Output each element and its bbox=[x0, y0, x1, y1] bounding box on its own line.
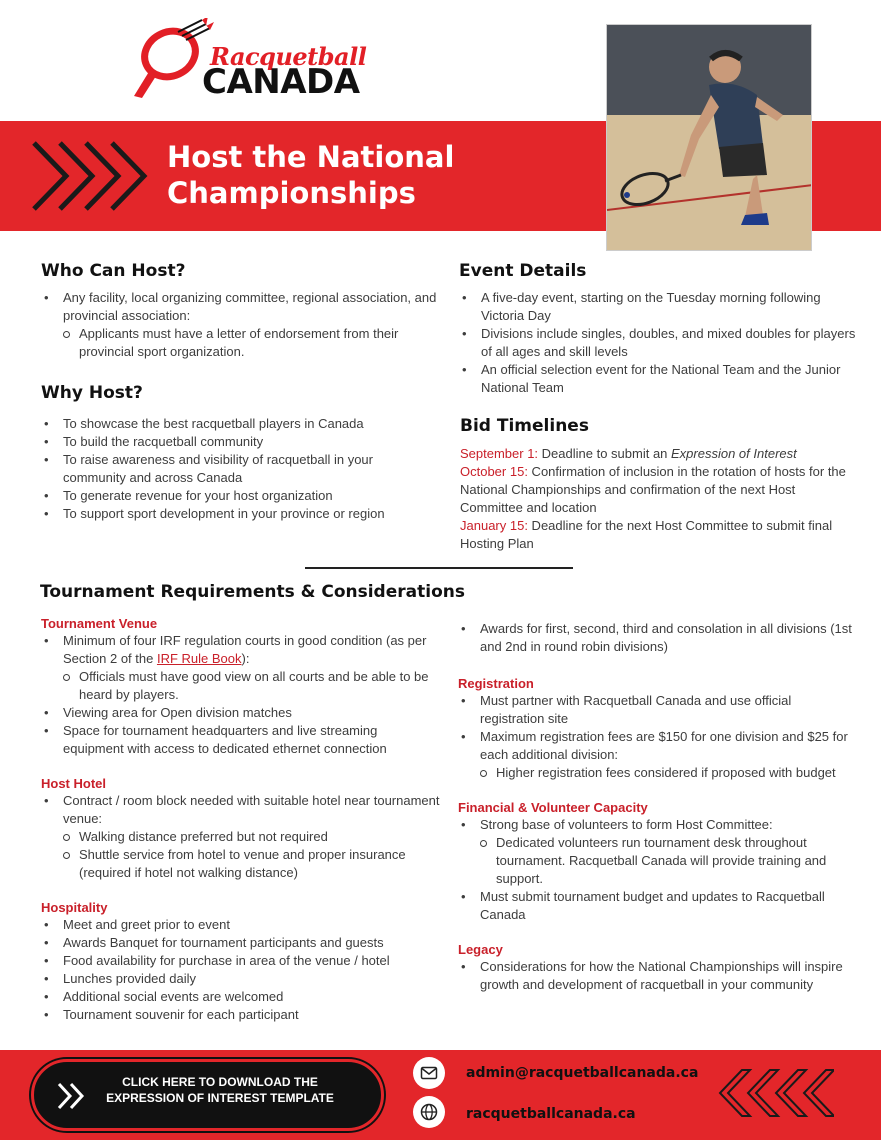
timeline-emphasis: Expression of Interest bbox=[671, 446, 797, 461]
list-item bbox=[41, 792, 441, 882]
player-photo bbox=[606, 24, 812, 251]
list-item: Higher registration fees considered if proposed with budget bbox=[480, 764, 858, 782]
logo-wordmark-bottom: CANADA bbox=[202, 62, 360, 102]
timeline-text: Confirmation of inclusion in the rotation of hosts for the National Championships and confirmation of the next Host Committee and location bbox=[460, 464, 846, 515]
list-item: • To showcase the best racquetball players in Canada bbox=[41, 415, 431, 433]
timeline-date: September 1: bbox=[460, 446, 539, 461]
bid-timelines-list bbox=[460, 445, 860, 553]
venue-sublist bbox=[63, 668, 441, 704]
double-chevron-icon bbox=[56, 1082, 88, 1110]
registration-list bbox=[458, 692, 858, 782]
event-details-list bbox=[459, 289, 859, 397]
section-divider bbox=[305, 567, 573, 569]
event-details-section bbox=[459, 261, 859, 397]
list-item: • Awards for first, second, third and consolation in all divisions (1st and 2nd in round robin divisions) bbox=[458, 620, 858, 656]
list-item: • Awards Banquet for tournament participants and guests bbox=[41, 934, 441, 952]
list-item bbox=[41, 289, 441, 361]
requirements-left-column bbox=[41, 616, 441, 1024]
web-globe-icon bbox=[420, 1103, 438, 1121]
why-host-section bbox=[41, 383, 431, 523]
who-can-host-sublist bbox=[63, 325, 441, 361]
racquetball-canada-logo bbox=[128, 18, 408, 106]
list-item bbox=[458, 728, 858, 782]
list-item: • Must partner with Racquetball Canada and use official registration site bbox=[458, 692, 858, 728]
who-can-host-section bbox=[41, 261, 441, 361]
list-item: • Food availability for purchase in area of the venue / hotel bbox=[41, 952, 441, 970]
list-item: • Tournament souvenir for each participant bbox=[41, 1006, 441, 1024]
list-item: • Must submit tournament budget and updates to Racquetball Canada bbox=[458, 888, 858, 924]
list-item: Dedicated volunteers run tournament desk throughout tournament. Racquetball Canada will provide training and support. bbox=[480, 834, 858, 888]
registration-subheading: Registration bbox=[458, 676, 534, 691]
timeline-date: October 15: bbox=[460, 464, 528, 479]
list-item: • Lunches provided daily bbox=[41, 970, 441, 988]
list-item: • Space for tournament headquarters and live streaming equipment with access to dedicated ethernet connection bbox=[41, 722, 441, 758]
who-can-host-item: Any facility, local organizing committee, regional association, and provincial association: bbox=[63, 290, 437, 323]
list-item: Applicants must have a letter of endorsement from their provincial sport organization. bbox=[63, 325, 441, 361]
website-link[interactable]: racquetballcanada.ca bbox=[466, 1106, 636, 1122]
event-details-heading: Event Details bbox=[459, 261, 587, 281]
hotel-list bbox=[41, 792, 441, 882]
timeline-entry bbox=[460, 517, 860, 553]
why-host-list bbox=[41, 415, 431, 523]
financial-item-text: Strong base of volunteers to form Host Committee: bbox=[480, 817, 773, 832]
list-item: • Meet and greet prior to event bbox=[41, 916, 441, 934]
outline-chevrons-icon bbox=[716, 1068, 834, 1118]
irf-rule-book-link[interactable]: IRF Rule Book bbox=[156, 651, 242, 666]
list-item: • An official selection event for the National Team and the Junior National Team bbox=[459, 361, 859, 397]
list-item: • Additional social events are welcomed bbox=[41, 988, 441, 1006]
list-item bbox=[458, 816, 858, 888]
list-item: • To raise awareness and visibility of racquetball in your community and across Canada bbox=[41, 451, 431, 487]
bid-timelines-section bbox=[460, 416, 860, 553]
page-title bbox=[167, 139, 587, 211]
bid-timelines-heading: Bid Timelines bbox=[460, 416, 589, 436]
list-item: • To generate revenue for your host organization bbox=[41, 487, 431, 505]
timeline-text: Deadline for the next Host Committee to submit final Hosting Plan bbox=[460, 518, 833, 551]
timeline-entry bbox=[460, 445, 860, 463]
legacy-subheading: Legacy bbox=[458, 942, 503, 957]
list-item: Officials must have good view on all courts and be able to be heard by players. bbox=[63, 668, 441, 704]
list-item: Shuttle service from hotel to venue and proper insurance (required if hotel not walking distance) bbox=[63, 846, 441, 882]
list-item: • Viewing area for Open division matches bbox=[41, 704, 441, 722]
page-title-line2: Championships bbox=[167, 176, 416, 210]
hotel-item-text: Contract / room block needed with suitable hotel near tournament venue: bbox=[63, 793, 440, 826]
list-item bbox=[41, 632, 441, 704]
footer-bar bbox=[0, 1050, 881, 1140]
list-item: • Considerations for how the National Championships will inspire growth and development of racquetball in your community bbox=[458, 958, 858, 994]
hospitality-list bbox=[41, 916, 441, 1024]
timeline-date: January 15: bbox=[460, 518, 528, 533]
timeline-entry bbox=[460, 463, 860, 517]
registration-item-text: Maximum registration fees are $150 for one division and $25 for each additional division: bbox=[480, 729, 848, 762]
email-icon bbox=[413, 1057, 445, 1089]
download-eoi-label: CLICK HERE TO DOWNLOAD THE EXPRESSION OF INTEREST TEMPLATE bbox=[106, 1075, 334, 1105]
timeline-text: Deadline to submit an bbox=[538, 446, 672, 461]
requirements-right-column bbox=[458, 620, 858, 994]
legacy-list bbox=[458, 958, 858, 994]
hotel-subheading: Host Hotel bbox=[41, 776, 106, 791]
who-can-host-list bbox=[41, 289, 441, 361]
financial-list bbox=[458, 816, 858, 924]
registration-sublist bbox=[480, 764, 858, 782]
hotel-sublist bbox=[63, 828, 441, 882]
logo-wordmark-top: Racquetball bbox=[210, 42, 367, 71]
why-host-heading: Why Host? bbox=[41, 383, 143, 403]
page-title-line1: Host the National bbox=[167, 140, 455, 174]
list-item: • To support sport development in your province or region bbox=[41, 505, 431, 523]
download-eoi-button[interactable] bbox=[31, 1059, 384, 1131]
list-item: Walking distance preferred but not required bbox=[63, 828, 441, 846]
envelope-icon bbox=[420, 1064, 438, 1082]
list-item: • To build the racquetball community bbox=[41, 433, 431, 451]
venue-list bbox=[41, 632, 441, 758]
awards-list bbox=[458, 620, 858, 656]
financial-subheading: Financial & Volunteer Capacity bbox=[458, 800, 648, 815]
venue-item-end: ): bbox=[241, 651, 250, 666]
chevrons-icon bbox=[30, 139, 150, 213]
venue-item-text: Minimum of four IRF regulation courts in good condition (as per Section 2 of the bbox=[63, 633, 427, 666]
player-illustration-icon bbox=[607, 25, 812, 251]
requirements-heading: Tournament Requirements & Considerations bbox=[40, 582, 465, 602]
who-can-host-heading: Who Can Host? bbox=[41, 261, 186, 281]
email-link[interactable]: admin@racquetballcanada.ca bbox=[466, 1065, 699, 1081]
hospitality-subheading: Hospitality bbox=[41, 900, 108, 915]
globe-icon bbox=[413, 1096, 445, 1128]
list-item: • A five-day event, starting on the Tuesday morning following Victoria Day bbox=[459, 289, 859, 325]
venue-subheading: Tournament Venue bbox=[41, 616, 158, 631]
financial-sublist bbox=[480, 834, 858, 888]
list-item: • Divisions include singles, doubles, and mixed doubles for players of all ages and skill levels bbox=[459, 325, 859, 361]
